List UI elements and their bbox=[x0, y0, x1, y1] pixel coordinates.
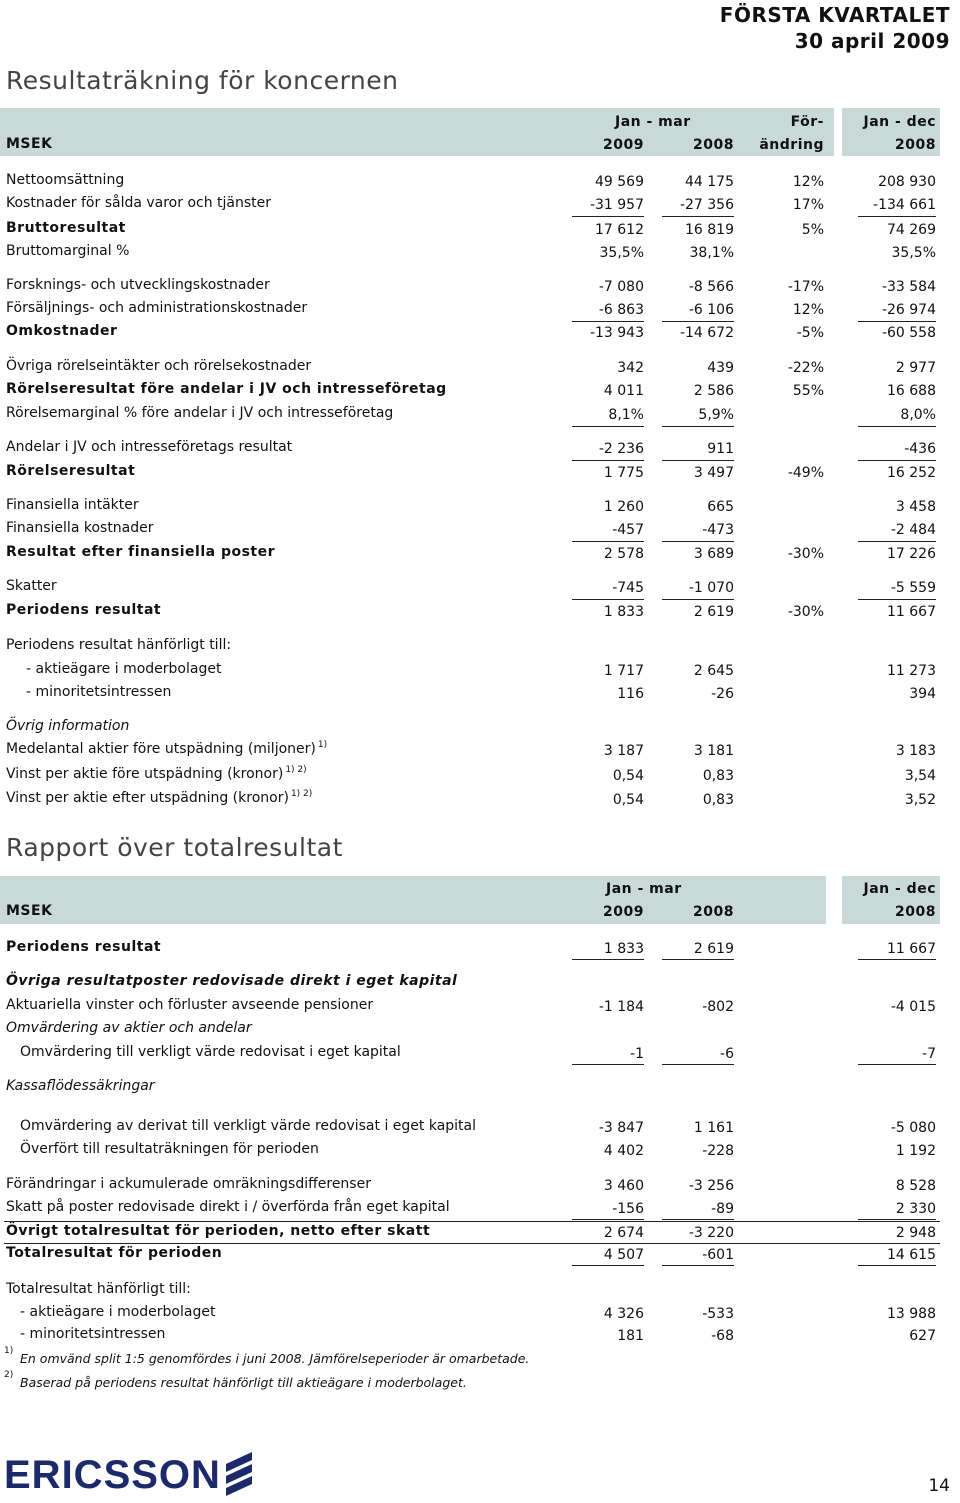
total-cell: -1 184 bbox=[598, 999, 644, 1015]
income-cell: -14 672 bbox=[679, 325, 734, 341]
income-row-label: Skatter bbox=[6, 578, 57, 594]
income-row-label: - minoritetsintressen bbox=[26, 684, 172, 700]
income-row-label: Finansiella intäkter bbox=[6, 497, 139, 513]
income-cell: 2 578 bbox=[603, 546, 644, 562]
income-cell: 116 bbox=[617, 686, 644, 702]
subtotal-rule bbox=[572, 599, 644, 600]
total-cell: 3 460 bbox=[603, 1178, 644, 1194]
income-cell: 16 819 bbox=[685, 222, 734, 238]
total-cell: 1 192 bbox=[895, 1143, 936, 1159]
income-cell: -60 558 bbox=[881, 325, 936, 341]
subtotal-rule bbox=[662, 426, 734, 427]
total-row-label: Omvärdering av aktier och andelar bbox=[6, 1020, 252, 1036]
income-row-label: Nettoomsättning bbox=[6, 172, 125, 188]
subtotal-rule bbox=[858, 1219, 936, 1220]
income-cell: 1 260 bbox=[603, 499, 644, 515]
subtotal-rule bbox=[858, 460, 936, 461]
total-cell: 4 507 bbox=[603, 1247, 644, 1263]
subtotal-rule bbox=[662, 959, 734, 960]
total-cell: 4 402 bbox=[603, 1143, 644, 1159]
income-row-label: Periodens resultat bbox=[6, 602, 162, 618]
income-cell: 4 011 bbox=[603, 383, 644, 399]
income-cell: 1 775 bbox=[603, 465, 644, 481]
total-cell: 181 bbox=[617, 1328, 644, 1344]
total-row-divider bbox=[4, 1243, 940, 1244]
income-cell: -22% bbox=[787, 360, 824, 376]
income-cell: 74 269 bbox=[887, 222, 936, 238]
income-cell: -5 559 bbox=[890, 580, 936, 596]
income-row-label: Rörelseresultat bbox=[6, 463, 136, 479]
total-row-label: Övrigt totalresultat för perioden, netto efter skatt bbox=[6, 1223, 431, 1239]
subtotal-rule bbox=[572, 460, 644, 461]
subtotal-rule bbox=[662, 321, 734, 322]
total-cell: -7 bbox=[922, 1046, 936, 1062]
total-cell: 2 619 bbox=[693, 941, 734, 957]
subtotal-rule bbox=[858, 1064, 936, 1065]
income-cell: 0,83 bbox=[702, 768, 734, 784]
income-head-2008-full: 2008 bbox=[895, 137, 936, 153]
income-row-label: Rörelsemarginal % före andelar i JV och intresseföretag bbox=[6, 405, 394, 421]
income-cell: 17% bbox=[792, 197, 824, 213]
total-row-label: - minoritetsintressen bbox=[20, 1326, 166, 1342]
income-cell: 8,0% bbox=[900, 407, 936, 423]
total-cell: 14 615 bbox=[887, 1247, 936, 1263]
income-cell: 16 252 bbox=[887, 465, 936, 481]
income-cell: 911 bbox=[707, 441, 734, 457]
total-row-label: Skatt på poster redovisade direkt i / överförda från eget kapital bbox=[6, 1199, 450, 1215]
total-cell: 11 667 bbox=[887, 941, 936, 957]
total-msek-label: MSEK bbox=[6, 903, 53, 919]
total-cell: 2 948 bbox=[895, 1225, 936, 1241]
total-row-divider bbox=[4, 1221, 940, 1222]
income-cell: 2 619 bbox=[693, 604, 734, 620]
total-cell: -1 bbox=[630, 1046, 644, 1062]
income-cell: -6 106 bbox=[688, 302, 734, 318]
income-row-label: Vinst per aktie efter utspädning (kronor) $^{1) 2)}$ bbox=[6, 789, 313, 806]
subtotal-rule bbox=[572, 959, 644, 960]
income-cell: 3,54 bbox=[904, 768, 936, 784]
income-cell: -457 bbox=[612, 522, 644, 538]
income-cell: -436 bbox=[904, 441, 936, 457]
income-cell: 394 bbox=[909, 686, 936, 702]
income-cell: -745 bbox=[612, 580, 644, 596]
income-head-2008: 2008 bbox=[693, 137, 734, 153]
income-cell: 11 667 bbox=[887, 604, 936, 620]
total-cell: -68 bbox=[711, 1328, 734, 1344]
income-row-label: Vinst per aktie före utspädning (kronor) $^{1) 2)}$ bbox=[6, 765, 307, 782]
total-cell: -4 015 bbox=[890, 999, 936, 1015]
subtotal-rule bbox=[572, 1219, 644, 1220]
subtotal-rule bbox=[572, 426, 644, 427]
total-cell: -156 bbox=[612, 1201, 644, 1217]
income-row-label: Övriga rörelseintäkter och rörelsekostnader bbox=[6, 358, 312, 374]
income-row-label: Bruttomarginal % bbox=[6, 243, 130, 259]
income-cell: -8 566 bbox=[688, 279, 734, 295]
income-cell: 3 497 bbox=[693, 465, 734, 481]
footnote-1-mark: 1) bbox=[4, 1346, 14, 1356]
income-row-label: Medelantal aktier före utspädning (miljoner) $^{1)}$ bbox=[6, 740, 328, 757]
svg-text:ERICSSON: ERICSSON bbox=[4, 1453, 221, 1496]
subtotal-rule bbox=[858, 426, 936, 427]
total-cell: 1 161 bbox=[693, 1120, 734, 1136]
footnote-reference: 1) bbox=[317, 740, 328, 750]
subtotal-rule bbox=[858, 959, 936, 960]
income-cell: 12% bbox=[792, 302, 824, 318]
income-cell: 3 689 bbox=[693, 546, 734, 562]
income-row-label: Kostnader för sålda varor och tjänster bbox=[6, 195, 272, 211]
subtotal-rule bbox=[858, 599, 936, 600]
income-cell: -473 bbox=[702, 522, 734, 538]
income-cell: 2 645 bbox=[693, 663, 734, 679]
income-cell: 49 569 bbox=[595, 174, 644, 190]
income-cell: 3 183 bbox=[895, 743, 936, 759]
income-cell: -2 484 bbox=[890, 522, 936, 538]
subtotal-rule bbox=[662, 216, 734, 217]
income-cell: -1 070 bbox=[688, 580, 734, 596]
income-row-label: Bruttoresultat bbox=[6, 220, 126, 236]
income-cell: 2 977 bbox=[895, 360, 936, 376]
comprehensive-income-title: Rapport över totalresultat bbox=[6, 833, 343, 862]
income-cell: -134 661 bbox=[873, 197, 936, 213]
total-row-label: Övriga resultatposter redovisade direkt i eget kapital bbox=[6, 973, 458, 989]
income-cell: -49% bbox=[787, 465, 824, 481]
income-cell: 12% bbox=[792, 174, 824, 190]
total-row-label: Totalresultat för perioden bbox=[6, 1245, 223, 1261]
total-head-jandec: Jan - dec bbox=[863, 881, 936, 897]
income-cell: 11 273 bbox=[887, 663, 936, 679]
subtotal-rule bbox=[662, 1064, 734, 1065]
total-head-janmar: Jan - mar bbox=[606, 881, 682, 897]
total-cell: -3 220 bbox=[688, 1225, 734, 1241]
income-cell: 38,1% bbox=[689, 245, 734, 261]
total-cell: 627 bbox=[909, 1328, 936, 1344]
income-cell: 3 458 bbox=[895, 499, 936, 515]
footnote-2-mark: 2) bbox=[4, 1370, 14, 1380]
income-row-label: Övrig information bbox=[6, 718, 130, 734]
income-cell: 208 930 bbox=[878, 174, 936, 190]
total-row-label: Omvärdering av derivat till verkligt värde redovisat i eget kapital bbox=[20, 1118, 477, 1134]
subtotal-rule bbox=[572, 216, 644, 217]
income-cell: -26 bbox=[711, 686, 734, 702]
total-head-2008: 2008 bbox=[693, 904, 734, 920]
total-cell: -89 bbox=[711, 1201, 734, 1217]
income-cell: 35,5% bbox=[599, 245, 644, 261]
income-row-label: Andelar i JV och intresseföretags resultat bbox=[6, 439, 293, 455]
total-head-2009: 2009 bbox=[603, 904, 644, 920]
income-cell: -5% bbox=[796, 325, 824, 341]
income-cell: 3 187 bbox=[603, 743, 644, 759]
income-cell: 0,54 bbox=[612, 792, 644, 808]
total-cell: 1 833 bbox=[603, 941, 644, 957]
subtotal-rule bbox=[662, 599, 734, 600]
income-cell: 439 bbox=[707, 360, 734, 376]
income-cell: 35,5% bbox=[891, 245, 936, 261]
income-cell: 2 586 bbox=[693, 383, 734, 399]
footnote-2: Baserad på periodens resultat hänförligt till aktieägare i moderbolaget. bbox=[20, 1375, 467, 1390]
income-row-label: - aktieägare i moderbolaget bbox=[26, 661, 222, 677]
income-cell: -31 957 bbox=[589, 197, 644, 213]
income-row-label: Rörelseresultat före andelar i JV och intresseföretag bbox=[6, 381, 447, 397]
total-cell: -3 256 bbox=[688, 1178, 734, 1194]
footnote-1: En omvänd split 1:5 genomfördes i juni 2008. Jämförelseperioder är omarbetade. bbox=[20, 1351, 530, 1366]
subtotal-rule bbox=[572, 1265, 644, 1266]
subtotal-rule bbox=[858, 216, 936, 217]
income-msek-label: MSEK bbox=[6, 136, 53, 152]
income-row-label: Periodens resultat hänförligt till: bbox=[6, 637, 232, 653]
income-cell: -30% bbox=[787, 546, 824, 562]
total-cell: 8 528 bbox=[895, 1178, 936, 1194]
total-cell: 2 674 bbox=[603, 1225, 644, 1241]
income-head-2009: 2009 bbox=[603, 137, 644, 153]
income-statement-title: Resultaträkning för koncernen bbox=[6, 66, 399, 95]
total-cell: -228 bbox=[702, 1143, 734, 1159]
total-cell: -5 080 bbox=[890, 1120, 936, 1136]
income-cell: 17 226 bbox=[887, 546, 936, 562]
total-cell: 2 330 bbox=[895, 1201, 936, 1217]
income-row-label: Omkostnader bbox=[6, 323, 118, 339]
page-number: 14 bbox=[928, 1476, 950, 1496]
income-cell: -26 974 bbox=[881, 302, 936, 318]
footnote-reference: 1) 2) bbox=[285, 765, 307, 775]
income-cell: 17 612 bbox=[595, 222, 644, 238]
income-cell: 3 181 bbox=[693, 743, 734, 759]
subtotal-rule bbox=[662, 460, 734, 461]
income-cell: 0,83 bbox=[702, 792, 734, 808]
total-row-label: Kassaflödessäkringar bbox=[6, 1078, 155, 1094]
footnote-reference: 1) 2) bbox=[290, 789, 313, 799]
income-cell: -13 943 bbox=[589, 325, 644, 341]
report-date: 30 april 2009 bbox=[794, 29, 950, 53]
subtotal-rule bbox=[572, 1064, 644, 1065]
income-cell: 5,9% bbox=[698, 407, 734, 423]
income-head-janmar: Jan - mar bbox=[615, 114, 691, 130]
income-cell: -7 080 bbox=[598, 279, 644, 295]
income-cell: -33 584 bbox=[881, 279, 936, 295]
income-cell: -2 236 bbox=[598, 441, 644, 457]
report-title: FÖRSTA KVARTALET bbox=[719, 3, 950, 27]
subtotal-rule bbox=[858, 1265, 936, 1266]
income-row-label: Finansiella kostnader bbox=[6, 520, 154, 536]
total-row-label: Periodens resultat bbox=[6, 939, 162, 955]
income-cell: 1 717 bbox=[603, 663, 644, 679]
subtotal-rule bbox=[572, 321, 644, 322]
income-head-change: ändring bbox=[759, 137, 824, 153]
income-cell: 1 833 bbox=[603, 604, 644, 620]
total-cell: 4 326 bbox=[603, 1306, 644, 1322]
subtotal-rule bbox=[662, 1219, 734, 1220]
total-head-2008-full: 2008 bbox=[895, 904, 936, 920]
ericsson-logo bbox=[4, 1450, 264, 1500]
total-row-label: Totalresultat hänförligt till: bbox=[6, 1281, 191, 1297]
income-row-label: Försäljnings- och administrationskostnader bbox=[6, 300, 308, 316]
total-row-label: - aktieägare i moderbolaget bbox=[20, 1304, 216, 1320]
subtotal-rule bbox=[572, 541, 644, 542]
total-row-label: Överfört till resultaträkningen för perioden bbox=[20, 1141, 319, 1157]
total-cell: 13 988 bbox=[887, 1306, 936, 1322]
income-cell: -6 863 bbox=[598, 302, 644, 318]
total-row-label: Förändringar i ackumulerade omräkningsdifferenser bbox=[6, 1176, 371, 1192]
income-cell: -27 356 bbox=[679, 197, 734, 213]
total-cell: -533 bbox=[702, 1306, 734, 1322]
income-cell: 665 bbox=[707, 499, 734, 515]
subtotal-rule bbox=[662, 1265, 734, 1266]
income-cell: 0,54 bbox=[612, 768, 644, 784]
total-row-label: Omvärdering till verkligt värde redovisat i eget kapital bbox=[20, 1044, 401, 1060]
report-period-title bbox=[720, 2, 950, 54]
income-cell: -17% bbox=[787, 279, 824, 295]
total-row-label: Aktuariella vinster och förluster avseende pensioner bbox=[6, 997, 374, 1013]
income-cell: -30% bbox=[787, 604, 824, 620]
income-cell: 16 688 bbox=[887, 383, 936, 399]
subtotal-rule bbox=[858, 321, 936, 322]
income-cell: 55% bbox=[792, 383, 824, 399]
total-cell: -802 bbox=[702, 999, 734, 1015]
income-cell: 8,1% bbox=[608, 407, 644, 423]
income-cell: 342 bbox=[617, 360, 644, 376]
income-cell: 44 175 bbox=[685, 174, 734, 190]
income-cell: 5% bbox=[801, 222, 824, 238]
income-row-label: Forsknings- och utvecklingskostnader bbox=[6, 277, 270, 293]
income-cell: 3,52 bbox=[904, 792, 936, 808]
subtotal-rule bbox=[662, 541, 734, 542]
total-cell: -3 847 bbox=[598, 1120, 644, 1136]
income-row-label: Resultat efter finansiella poster bbox=[6, 544, 276, 560]
total-cell: -601 bbox=[702, 1247, 734, 1263]
subtotal-rule bbox=[858, 541, 936, 542]
total-cell: -6 bbox=[720, 1046, 734, 1062]
income-head-for: För- bbox=[790, 114, 824, 130]
income-head-jandec: Jan - dec bbox=[863, 114, 936, 130]
